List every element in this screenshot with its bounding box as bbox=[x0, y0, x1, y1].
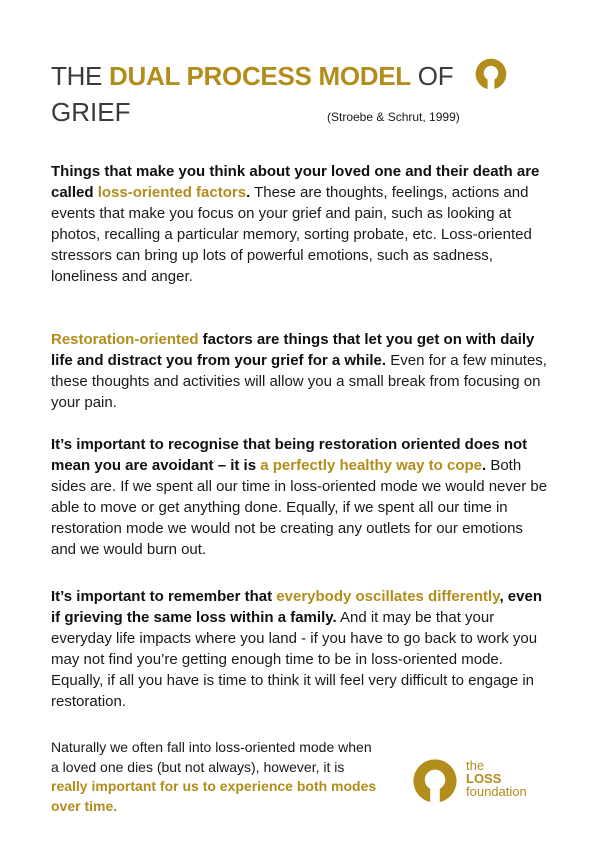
citation: (Stroebe & Schrut, 1999) bbox=[327, 110, 460, 124]
brand-wordmark bbox=[466, 759, 527, 798]
p3-bold-end: . bbox=[482, 457, 487, 474]
brand-line-foundation: foundation bbox=[466, 784, 527, 799]
paragraph-not-avoidant bbox=[51, 434, 551, 560]
p2-bold: factors are things that let you get on with daily life and distract you from your grief for a while. bbox=[51, 331, 535, 369]
title-prefix: THE bbox=[51, 61, 110, 91]
page-title bbox=[51, 58, 453, 94]
p4-bold: It’s important to remember that bbox=[51, 588, 277, 605]
p1-bold-end: . bbox=[246, 184, 251, 201]
p4-highlight: everybody oscillates differently bbox=[276, 588, 500, 605]
p1-highlight: loss-oriented factors bbox=[97, 184, 247, 201]
title-suffix: OF bbox=[410, 61, 454, 91]
paragraph-restoration-oriented bbox=[51, 329, 551, 413]
p2-highlight: Restoration-oriented bbox=[51, 331, 199, 348]
p4-bold-end: , even if grieving the same loss within a family. bbox=[51, 588, 542, 626]
p4-text: And it may be that your everyday life impacts where you land - if you have to go back to work you may not find you’re getting enough time to be in loss-oriented mode. Equally, if all you have is time to think it will feel very difficult to engage in restoration. bbox=[51, 609, 538, 710]
brand-line-the: the bbox=[466, 758, 485, 773]
p1-text: These are thoughts, feelings, actions and events that make you focus on your grief and pain, such as looking at photos, recalling a particular memory, sorting probate, etc. Loss-oriented stressors can bring up lots of powerful emotions, such as sadness, loneliness and anger. bbox=[51, 184, 532, 285]
paragraph-oscillation bbox=[51, 586, 551, 712]
p3-highlight: a perfectly healthy way to cope bbox=[260, 457, 482, 474]
title-highlight: DUAL PROCESS MODEL bbox=[109, 61, 411, 91]
p1-bold: Things that make you think about your loved one and their death are called bbox=[51, 163, 540, 201]
footer-note bbox=[51, 738, 381, 816]
footer-text: Naturally we often fall into loss-oriented mode when a loved one dies (but not always), however, it is bbox=[51, 739, 372, 775]
loss-foundation-logo-icon bbox=[474, 57, 508, 91]
footer-highlight: really important for us to experience both modes over time. bbox=[51, 778, 377, 814]
p3-text: Both sides are. If we spent all our time in loss-oriented mode we would never be able to move or get anything done. Equally, if we spent all our time in restoration mode we would not be creating any outlets for our emotions and we would burn out. bbox=[51, 457, 548, 558]
title-line-2: GRIEF bbox=[51, 97, 131, 127]
p3-bold: It’s important to recognise that being restoration oriented does not mean you are avoidant – it is bbox=[51, 436, 528, 474]
brand-line-loss: LOSS bbox=[466, 771, 502, 786]
loss-foundation-logo-icon bbox=[411, 757, 459, 805]
paragraph-loss-oriented bbox=[51, 161, 551, 287]
p2-text: Even for a few minutes, these thoughts and activities will allow you a small break from focusing on your pain. bbox=[51, 352, 547, 411]
